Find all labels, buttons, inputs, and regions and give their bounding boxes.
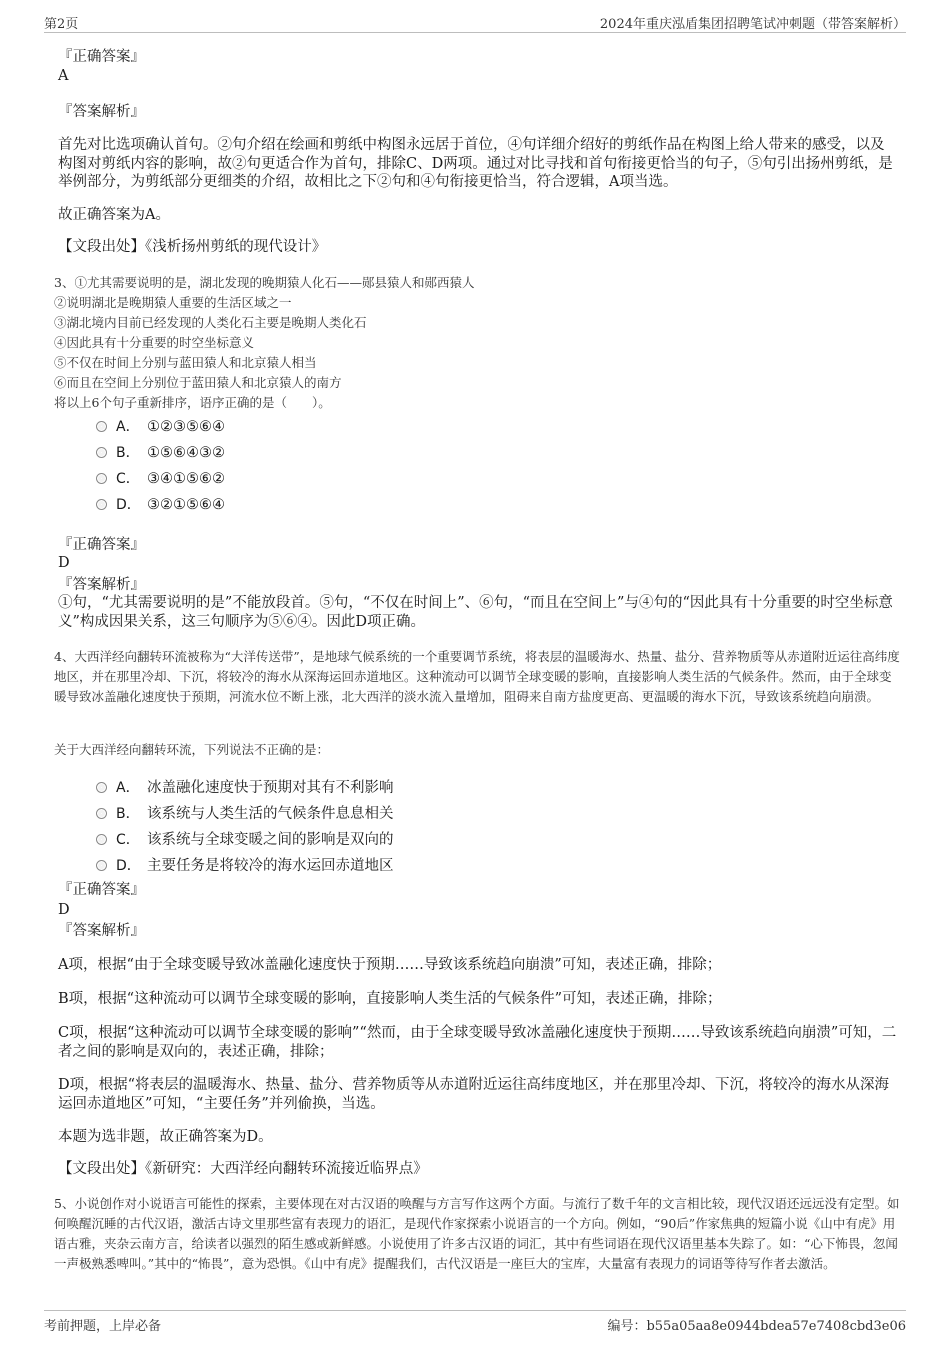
q3-option-a[interactable]: A． ①②③⑤⑥④ (96, 416, 225, 436)
q4-answer-label: 『正确答案』 (58, 882, 145, 898)
q4-passage: 4、大西洋经向翻转环流被称为“大洋传送带”，是地球气候系统的一个重要调节系统，将表层的温暖海水、热量、盐分、营养物质等从赤道附近运往高纬度地区，并在那里冷却、下沉，将较冷的海水从深海运回赤道地区。这种流动可以调节全球变暖的影响，直接影响人类生活的气候条件。然而，由于全球变暖导致冰盖融化速度快于预期，河流水位不断上涨，北大西洋的淡水流入量增加，阻碍来自南方盐度更高、更温暖的海水下沉，导致该系统趋向崩溃。 (54, 649, 900, 704)
radio-button-icon[interactable] (96, 447, 107, 458)
q3-answer: D (58, 555, 70, 571)
q2-source: 【文段出处】《浅析扬州剪纸的现代设计》 (58, 239, 327, 255)
document-title: 2024年重庆泓盾集团招聘笔试冲刺题（带答案解析） (599, 17, 906, 32)
q4-analysis-d: D项，根据“将表层的温暖海水、热量、盐分、营养物质等从赤道附近运往高纬度地区，并在那里冷却、下沉，将较冷的海水从深海运回赤道地区”可知，“主要任务”并列偷换，当选。 (58, 1077, 890, 1112)
q4-option-b[interactable]: B． 该系统与人类生活的气候条件息息相关 (96, 802, 394, 822)
q5-passage: 5、小说创作对小说语言可能性的探索，主要体现在对古汉语的唤醒与方言写作这两个方面。与流行了数千年的文言相比较，现代汉语还远远没有定型。如何唤醒沉睡的古代汉语，激活古诗文里那些富有表现力的语汇，是现代作家探索小说语言的一个方向。例如，“90后”作家焦典的短篇小说《山中有虎》用语古雅，夹杂云南方言，给读者以强烈的陌生感或新鲜感。小说使用了许多古汉语的词汇，其中有些词语在现代汉语里基本失踪了。如：“心下怖畏，忽闻一声极熟悉啤叫。”其中的“怖畏”，意为恐惧。《山中有虎》提醒我们，古代汉语是一座巨大的宝库，大量富有表现力的词语等待写作者去激活。 (54, 1196, 900, 1271)
q2-analysis-label: 『答案解析』 (58, 104, 145, 120)
q3-analysis-label: 『答案解析』 (58, 577, 145, 593)
q4-option-d[interactable]: D． 主要任务是将较冷的海水运回赤道地区 (96, 854, 394, 874)
page-number: 第2页 (44, 17, 79, 32)
footer-slogan: 考前押题，上岸必备 (44, 1319, 162, 1334)
q3-line: ③湖北境内目前已经发现的人类化石主要是晚期人类化石 (54, 315, 367, 330)
radio-button-icon[interactable] (96, 473, 107, 484)
page-header (44, 12, 906, 33)
q2-answer-label: 『正确答案』 (58, 49, 145, 65)
q3-answer-label: 『正确答案』 (58, 537, 145, 553)
q3-line: ⑥而且在空间上分别位于蓝田猿人和北京猿人的南方 (54, 375, 342, 390)
page-footer (44, 1310, 906, 1333)
radio-button-icon[interactable] (96, 499, 107, 510)
radio-button-icon[interactable] (96, 834, 107, 845)
q3-option-d[interactable]: D． ③②①⑤⑥④ (96, 494, 225, 514)
q4-analysis-b: B项，根据“这种流动可以调节全球变暖的影响，直接影响人类生活的气候条件”可知，表述正确，排除； (58, 991, 722, 1007)
q3-line: 3、①尤其需要说明的是，湖北发现的晚期猿人化石——郧县猿人和郧西猿人 (54, 275, 475, 290)
q2-conclusion: 故正确答案为A。 (58, 207, 170, 223)
q3-analysis: ①句，“尤其需要说明的是”不能放段首。⑤句，“不仅在时间上”、⑥句，“而且在空间上”与④句的“因此具有十分重要的时空坐标意义”构成因果关系，这三句顺序为⑤⑥④。因此D项正确。 (58, 595, 893, 630)
q4-conclusion: 本题为选非题，故正确答案为D。 (58, 1129, 273, 1145)
q4-answer: D (58, 902, 70, 918)
radio-button-icon[interactable] (96, 782, 107, 793)
q3-question: 将以上6个句子重新排序，语序正确的是（ ）。 (54, 395, 331, 410)
q4-option-c[interactable]: C． 该系统与全球变暖之间的影响是双向的 (96, 828, 394, 848)
radio-button-icon[interactable] (96, 808, 107, 819)
q4-analysis-label: 『答案解析』 (58, 923, 145, 939)
radio-button-icon[interactable] (96, 421, 107, 432)
q4-analysis-a: A项，根据“由于全球变暖导致冰盖融化速度快于预期……导致该系统趋向崩溃”可知，表述正确，排除； (58, 957, 722, 973)
q2-answer: A (58, 68, 69, 84)
q4-analysis-c: C项，根据“这种流动可以调节全球变暖的影响”“然而，由于全球变暖导致冰盖融化速度快于预期……导致该系统趋向崩溃”可知，二者之间的影响是双向的，表述正确，排除； (58, 1025, 897, 1060)
q3-line: ⑤不仅在时间上分别与蓝田猿人和北京猿人相当 (54, 355, 317, 370)
q3-option-b[interactable]: B． ①⑤⑥④③② (96, 442, 225, 462)
q4-option-a[interactable]: A． 冰盖融化速度快于预期对其有不利影响 (96, 776, 394, 796)
q4-question: 关于大西洋经向翻转环流，下列说法不正确的是： (54, 742, 330, 757)
q4-source: 【文段出处】《新研究：大西洋经向翻转环流接近临界点》 (58, 1161, 428, 1177)
radio-button-icon[interactable] (96, 860, 107, 871)
q3-option-c[interactable]: C． ③④①⑤⑥② (96, 468, 225, 488)
q3-line: ②说明湖北是晚期猿人重要的生活区域之一 (54, 295, 292, 310)
footer-code: 编号：b55a05aa8e0944bdea57e7408cbd3e06 (607, 1319, 906, 1334)
q2-analysis: 首先对比选项确认首句。②句介绍在绘画和剪纸中构图永远居于首位，④句详细介绍好的剪纸作品在构图上给人带来的感受，以及构图对剪纸内容的影响，故②句更适合作为首句，排除C、D两项。通过对比寻找和首句衔接更恰当的句子，⑤句引出扬州剪纸，是举例部分，为剪纸部分更细类的介绍，故相比之下②句和④句衔接更恰当，符合逻辑，A项当选。 (58, 137, 893, 190)
q3-line: ④因此具有十分重要的时空坐标意义 (54, 335, 255, 350)
